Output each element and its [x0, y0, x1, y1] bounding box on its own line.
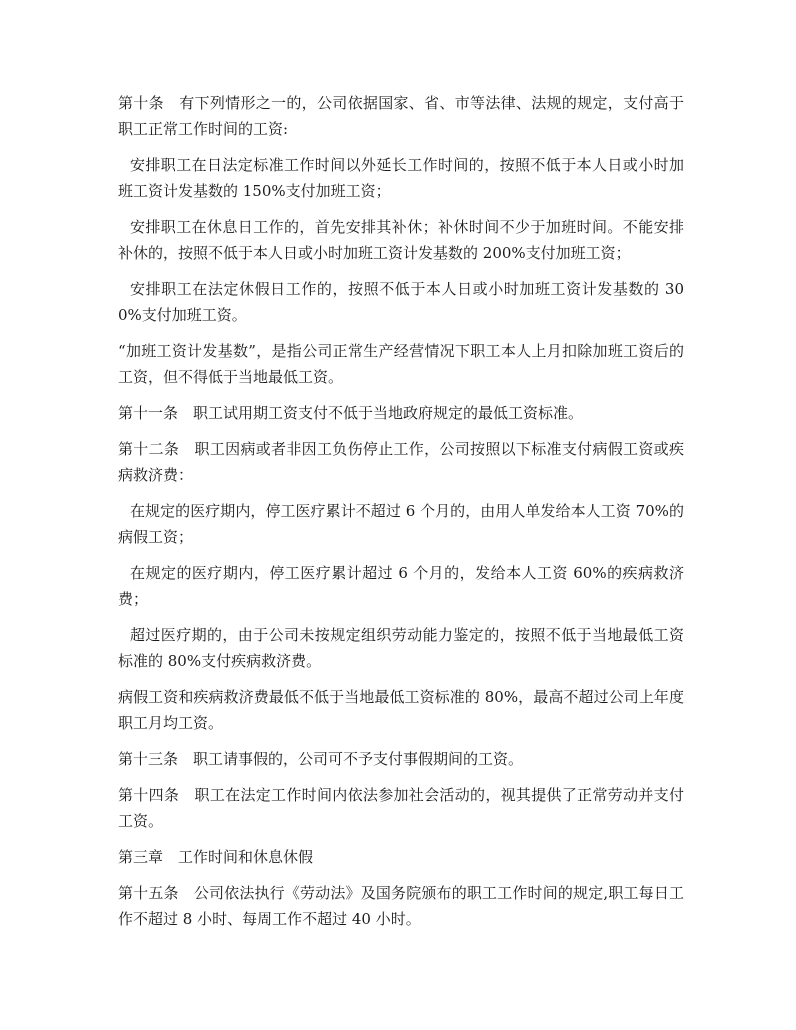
article-14: 第十四条 职工在法定工作时间内依法参加社会活动的，视其提供了正常劳动并支付工资。	[118, 786, 684, 830]
article-12-item-relief: 在规定的医疗期内，停工医疗累计超过 6 个月的，发给本人工资 60%的疾病救济费；	[118, 564, 684, 608]
chapter-3-heading: 第三章 工作时间和休息休假	[118, 848, 314, 866]
document-body	[118, 90, 684, 942]
article-11: 第十一条 职工试用期工资支付不低于当地政府规定的最低工资标准。	[118, 404, 584, 422]
article-10-intro: 第十条 有下列情形之一的，公司依据国家、省、市等法律、法规的规定，支付高于职工正常工作时间的工资:	[118, 94, 684, 138]
article-12-item-beyond-period: 超过医疗期的，由于公司未按规定组织劳动能力鉴定的，按照不低于当地最低工资标准的 80%支付疾病救济费。	[118, 626, 684, 670]
article-15: 第十五条 公司依法执行《劳动法》及国务院颁布的职工工作时间的规定,职工每日工作不超过 8 小时、每周工作不超过 40 小时。	[118, 884, 684, 928]
article-10-item-rest-day: 安排职工在休息日工作的，首先安排其补休；补休时间不少于加班时间。不能安排补休的，按照不低于本人日或小时加班工资计发基数的 200%支付加班工资；	[118, 218, 684, 262]
article-10-item-holiday: 安排职工在法定休假日工作的，按照不低于本人日或小时加班工资计发基数的 300%支付加班工资。	[118, 280, 684, 324]
sick-pay-limits: 病假工资和疾病救济费最低不低于当地最低工资标准的 80%，最高不超过公司上年度职工月均工资。	[118, 688, 684, 732]
article-12-item-sick-leave: 在规定的医疗期内，停工医疗累计不超过 6 个月的，由用人单发给本人工资 70%的病假工资；	[118, 502, 684, 546]
article-13: 第十三条 职工请事假的，公司可不予支付事假期间的工资。	[118, 750, 524, 768]
overtime-base-definition: “加班工资计发基数”，是指公司正常生产经营情况下职工本人上月扣除加班工资后的工资，但不得低于当地最低工资。	[118, 342, 684, 386]
article-10-item-overtime: 安排职工在日法定标准工作时间以外延长工作时间的，按照不低于本人日或小时加班工资计发基数的 150%支付加班工资；	[118, 156, 684, 200]
article-12-intro: 第十二条 职工因病或者非因工负伤停止工作，公司按照以下标准支付病假工资或疾病救济费：	[118, 440, 684, 484]
